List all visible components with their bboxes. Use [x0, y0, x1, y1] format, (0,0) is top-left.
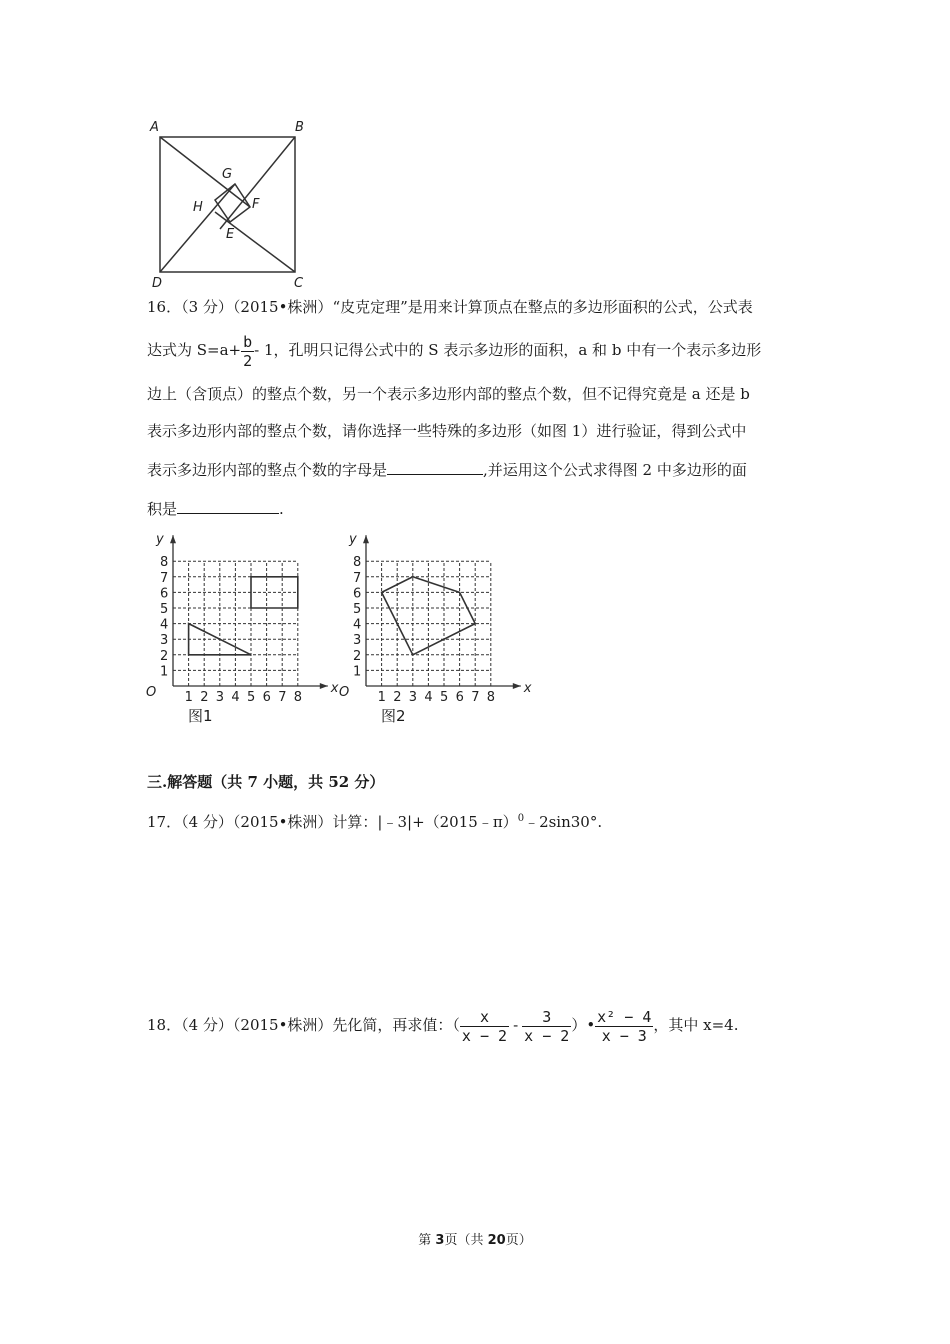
x-tick-label: 1: [377, 690, 386, 705]
x-tick-label: 8: [293, 690, 303, 705]
q18-line: [147, 1003, 738, 1047]
q16-source: （2015•株洲）: [232, 298, 333, 316]
footer-page-number: 3: [435, 1233, 445, 1248]
y-axis-arrow: [170, 535, 176, 543]
figure-1-caption: 图1: [188, 707, 213, 725]
q18-minus: -: [513, 1016, 519, 1034]
q16-line2: [147, 330, 761, 370]
q18-f1-den: x − 2: [461, 1026, 508, 1045]
y-tick-label: 8: [160, 555, 169, 571]
q18-fraction-3: [595, 1008, 653, 1045]
segment-bh: [220, 137, 295, 229]
x-tick-label: 2: [200, 690, 209, 705]
x-axis-arrow: [513, 683, 521, 689]
q17-exponent: 0: [517, 813, 525, 824]
segment-ag: [160, 137, 250, 207]
y-tick-label: 7: [353, 570, 362, 586]
y-tick-label: 1: [160, 664, 169, 680]
q16-line5-text-a: 表示多边形内部的整点个数的字母是: [147, 461, 388, 479]
q16-line1: [147, 296, 753, 318]
grid-figure-1: [140, 525, 339, 730]
x-tick-label: 3: [215, 690, 225, 705]
y-tick-label: 4: [353, 617, 362, 633]
pick-fraction-num: b: [243, 332, 253, 351]
y-tick-label: 8: [353, 555, 362, 571]
x-tick-label: 7: [278, 690, 287, 705]
segment-de: [160, 184, 235, 272]
y-tick-label: 5: [353, 602, 362, 617]
answer-blank-area[interactable]: [177, 497, 279, 514]
q16-formula-prefix: 达式为 S=a+: [147, 341, 242, 359]
q16-line4: 表示多边形内部的整点个数，请你选择一些特殊的多边形（如图 1）进行验证，得到公式中: [147, 422, 747, 440]
pick-fraction-den: 2: [243, 351, 253, 370]
q17-line: [147, 808, 602, 833]
y-axis-label: y: [349, 532, 357, 548]
x-axis-label: x: [330, 681, 339, 696]
y-tick-label: 6: [353, 586, 362, 602]
y-tick-label: 3: [353, 633, 362, 649]
x-tick-label: 6: [455, 690, 464, 705]
x-tick-label: 6: [262, 690, 271, 705]
footer-total-pages: 20: [487, 1233, 506, 1248]
q17-text-a: 17．（4 分）（2015•株洲）计算：|﹣3|+（2015﹣π）: [147, 813, 518, 831]
x-axis-arrow: [320, 683, 328, 689]
y-tick-label: 2: [353, 648, 362, 664]
square-abcd: [160, 137, 295, 272]
q18-text-a: 18．（4 分）（2015•株洲）先化简，再求值：（: [147, 1016, 460, 1034]
x-tick-label: 8: [486, 690, 496, 705]
label-c: C: [294, 276, 304, 291]
q18-fraction-2: [522, 1008, 571, 1045]
origin-label: O: [339, 685, 350, 700]
y-tick-label: 5: [160, 602, 169, 617]
q16-line6-text-a: 积是: [147, 500, 178, 518]
q18-fraction-1: [460, 1008, 509, 1045]
x-tick-label: 5: [440, 690, 449, 705]
y-tick-label: 7: [160, 570, 169, 586]
footer-text-a: 第: [418, 1233, 436, 1248]
x-tick-label: 4: [231, 690, 240, 705]
label-d: D: [152, 276, 163, 291]
q18-f2-den: x − 2: [524, 1026, 570, 1045]
label-g: G: [222, 167, 233, 182]
y-tick-label: 2: [160, 648, 169, 664]
y-tick-label: 3: [160, 633, 169, 649]
label-h: H: [193, 200, 203, 215]
y-tick-label: 4: [160, 617, 169, 633]
y-axis-arrow: [363, 535, 369, 543]
x-tick-label: 7: [471, 690, 480, 705]
q18-f1-num: x: [479, 1007, 490, 1026]
x-tick-label: 2: [393, 690, 402, 705]
q16-line5-text-b: ,并运用这个公式求得图 2 中多边形的面: [483, 461, 747, 479]
label-e: E: [226, 227, 235, 242]
q18-f2-num: 3: [542, 1007, 552, 1026]
x-tick-label: 4: [424, 690, 433, 705]
square-figure: [140, 112, 320, 292]
q18-close: ）•: [571, 1016, 596, 1034]
q16-line3: 边上（含顶点）的整点个数，另一个表示多边形内部的整点个数，但不记得究竟是 a 还是 b: [147, 385, 750, 403]
q16-score: （3 分）: [181, 298, 233, 316]
footer-text-b: 页（共: [444, 1233, 488, 1248]
grid-figure-2: [333, 525, 532, 730]
figure-2-caption: 图2: [381, 707, 406, 725]
q18-f3-den: x − 3: [595, 1026, 653, 1045]
answer-blank-letter[interactable]: [387, 458, 483, 475]
x-tick-label: 3: [408, 690, 418, 705]
section-3-title: 三.解答题（共 7 小题，共 52 分）: [147, 773, 385, 791]
x-tick-label: 5: [247, 690, 256, 705]
q16-line1-text: “皮克定理”是用来计算顶点在整点的多边形面积的公式，公式表: [332, 298, 753, 316]
label-b: B: [295, 120, 304, 135]
label-a: A: [150, 120, 159, 135]
q18-text-b: ，其中 x=4.: [653, 1016, 739, 1034]
segment-cf: [215, 212, 295, 272]
footer-text-c: 页）: [505, 1233, 532, 1248]
x-axis-label: x: [523, 681, 532, 696]
q16-line2-text: - 1，孔明只记得公式中的 S 表示多边形的面积，a 和 b 中有一个表示多边形: [254, 341, 762, 359]
y-tick-label: 1: [353, 664, 362, 680]
pick-fraction: [241, 333, 254, 370]
q16-line5: [147, 458, 747, 481]
origin-label: O: [146, 685, 157, 700]
q16-line6-text-b: .: [279, 500, 284, 518]
q16-line6: [147, 497, 284, 520]
q16-number: 16．: [147, 298, 182, 316]
q18-f3-num: x² − 4: [597, 1007, 652, 1026]
x-tick-label: 1: [184, 690, 193, 705]
label-f: F: [252, 197, 260, 212]
page-footer: [0, 1229, 950, 1248]
y-axis-label: y: [156, 532, 164, 548]
y-tick-label: 6: [160, 586, 169, 602]
q17-text-b: ﹣2sin30°.: [524, 813, 603, 831]
